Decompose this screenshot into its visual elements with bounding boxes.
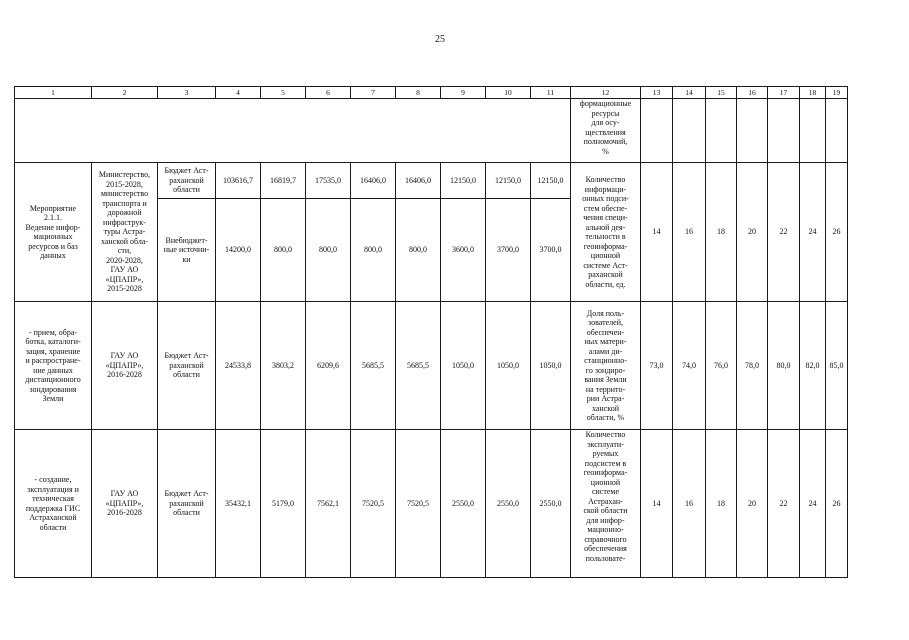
column-number: 14 <box>673 87 706 99</box>
column-number: 18 <box>800 87 826 99</box>
column-number: 6 <box>306 87 351 99</box>
amount-cell: 3600,0 <box>441 199 486 302</box>
column-number: 16 <box>737 87 768 99</box>
amount-cell: 16819,7 <box>261 163 306 199</box>
target-cell: 74,0 <box>673 302 706 430</box>
target-cell: 22 <box>768 163 800 302</box>
amount-cell: 7562,1 <box>306 430 351 578</box>
column-number-header-row <box>15 87 848 99</box>
indicator-cell: Доля поль- зователей, обеспечен- ных матери- алами ди- станционно- го зондиро- вания Земли на террито- рии Астра- ханской области, % <box>571 302 641 430</box>
empty-cell <box>706 99 737 163</box>
amount-cell: 3803,2 <box>261 302 306 430</box>
amount-cell: 12150,0 <box>441 163 486 199</box>
funding-source-cell: Внебюджет- ные источни- ки <box>158 199 216 302</box>
amount-cell: 800,0 <box>396 199 441 302</box>
executor-cell: ГАУ АО «ЦПАПР», 2016-2028 <box>92 302 158 430</box>
empty-cell <box>15 99 571 163</box>
amount-cell: 2550,0 <box>441 430 486 578</box>
amount-cell: 17535,0 <box>306 163 351 199</box>
amount-cell: 5685,5 <box>396 302 441 430</box>
empty-cell <box>673 99 706 163</box>
column-number: 3 <box>158 87 216 99</box>
amount-cell: 103616,7 <box>216 163 261 199</box>
empty-cell <box>737 99 768 163</box>
funding-source-cell: Бюджет Аст- раханской области <box>158 163 216 199</box>
column-number: 9 <box>441 87 486 99</box>
event-cell: Мероприятие 2.1.1. Ведение инфор- мационных ресурсов и баз данных <box>15 163 92 302</box>
amount-cell: 1050,0 <box>441 302 486 430</box>
event-cell: - прием, обра- ботка, каталоги- зация, хранение и распростране- ние данных дистанционного зондирования Земли <box>15 302 92 430</box>
target-cell: 14 <box>641 163 673 302</box>
indicator-cell: Количество эксплуати- руемых подсистем в геоинформа- ционной системе Астрахан- ской области для инфор- мационно- справочного обеспечения пользовате- <box>571 430 641 578</box>
target-cell: 85,0 <box>826 302 848 430</box>
amount-cell: 800,0 <box>306 199 351 302</box>
target-cell: 18 <box>706 163 737 302</box>
column-number: 15 <box>706 87 737 99</box>
amount-cell: 1050,0 <box>531 302 571 430</box>
column-number: 11 <box>531 87 571 99</box>
target-cell: 78,0 <box>737 302 768 430</box>
column-number: 19 <box>826 87 848 99</box>
amount-cell: 24533,8 <box>216 302 261 430</box>
target-cell: 22 <box>768 430 800 578</box>
column-number: 10 <box>486 87 531 99</box>
amount-cell: 12150,0 <box>486 163 531 199</box>
amount-cell: 7520,5 <box>351 430 396 578</box>
column-number: 17 <box>768 87 800 99</box>
target-cell: 16 <box>673 430 706 578</box>
target-cell: 18 <box>706 430 737 578</box>
table-row <box>15 430 848 578</box>
amount-cell: 14200,0 <box>216 199 261 302</box>
amount-cell: 7520,5 <box>396 430 441 578</box>
amount-cell: 5179,0 <box>261 430 306 578</box>
target-cell: 26 <box>826 163 848 302</box>
target-cell: 14 <box>641 430 673 578</box>
empty-cell <box>768 99 800 163</box>
executor-cell: Министерство, 2015-2028, министерство транспорта и дорожной инфраструк- туры Астра- ханской обла- сти, 2020-2028, ГАУ АО «ЦПАПР», 2015-2028 <box>92 163 158 302</box>
event-cell: - создание, эксплуатация и техническая поддержка ГИС Астраханской области <box>15 430 92 578</box>
target-cell: 16 <box>673 163 706 302</box>
amount-cell: 5685,5 <box>351 302 396 430</box>
column-number: 8 <box>396 87 441 99</box>
table-row <box>15 163 848 199</box>
target-cell: 20 <box>737 163 768 302</box>
page-number: 25 <box>435 34 445 45</box>
amount-cell: 2550,0 <box>531 430 571 578</box>
target-cell: 20 <box>737 430 768 578</box>
target-cell: 24 <box>800 430 826 578</box>
amount-cell: 16406,0 <box>351 163 396 199</box>
target-cell: 26 <box>826 430 848 578</box>
amount-cell: 800,0 <box>351 199 396 302</box>
table-row <box>15 302 848 430</box>
column-number: 12 <box>571 87 641 99</box>
target-cell: 76,0 <box>706 302 737 430</box>
column-number: 5 <box>261 87 306 99</box>
carryover-row <box>15 99 848 163</box>
empty-cell <box>800 99 826 163</box>
column-number: 13 <box>641 87 673 99</box>
column-number: 1 <box>15 87 92 99</box>
funding-source-cell: Бюджет Аст- раханской области <box>158 302 216 430</box>
empty-cell <box>641 99 673 163</box>
amount-cell: 3700,0 <box>531 199 571 302</box>
amount-cell: 800,0 <box>261 199 306 302</box>
funding-source-cell: Бюджет Аст- раханской области <box>158 430 216 578</box>
target-cell: 73,0 <box>641 302 673 430</box>
executor-cell: ГАУ АО «ЦПАПР», 2016-2028 <box>92 430 158 578</box>
amount-cell: 1050,0 <box>486 302 531 430</box>
amount-cell: 3700,0 <box>486 199 531 302</box>
amount-cell: 16406,0 <box>396 163 441 199</box>
column-number: 4 <box>216 87 261 99</box>
amount-cell: 12150,0 <box>531 163 571 199</box>
indicator-cell: формационные ресурсы для осу- ществления полномочий, % <box>571 99 641 163</box>
amount-cell: 2550,0 <box>486 430 531 578</box>
column-number: 7 <box>351 87 396 99</box>
target-cell: 80,0 <box>768 302 800 430</box>
column-number: 2 <box>92 87 158 99</box>
target-cell: 24 <box>800 163 826 302</box>
indicator-cell: Количество информаци- онных подси- стем обеспе- чения специ- альной дея- тельности в геоинформа- ционной системе Аст- раханской области, ед. <box>571 163 641 302</box>
amount-cell: 6209,6 <box>306 302 351 430</box>
budget-table <box>14 86 848 578</box>
target-cell: 82,0 <box>800 302 826 430</box>
empty-cell <box>826 99 848 163</box>
amount-cell: 35432,1 <box>216 430 261 578</box>
